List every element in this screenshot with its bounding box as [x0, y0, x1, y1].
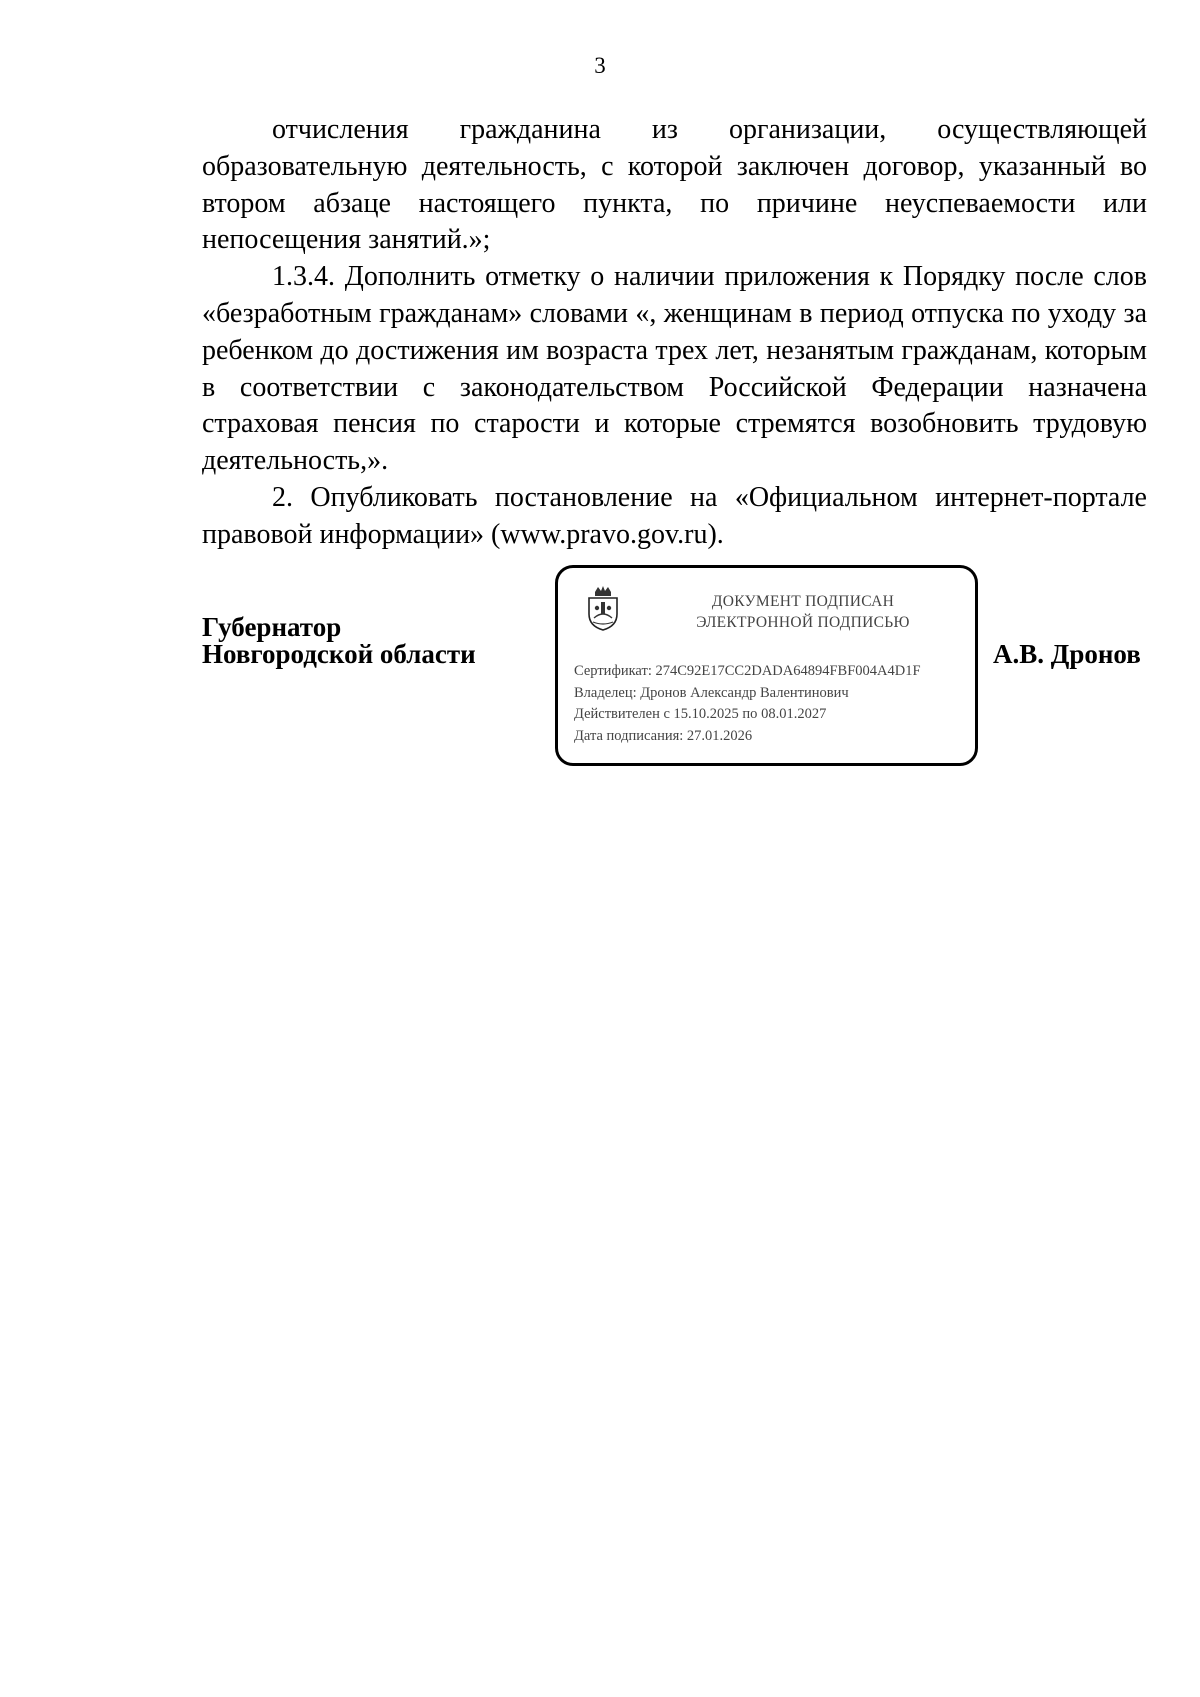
stamp-certificate-line — [574, 661, 921, 683]
electronic-signature-stamp — [555, 565, 978, 766]
signatory-name: А.В. Дронов — [993, 639, 1141, 669]
stamp-signing-date-line — [574, 726, 921, 748]
signatory-title-line2: Новгородской области — [202, 639, 476, 669]
stamp-details — [574, 661, 921, 747]
document-body — [202, 112, 1147, 554]
page-number: 3 — [594, 53, 606, 78]
owner-label: Владелец: — [574, 684, 637, 701]
novgorod-coat-of-arms-icon — [583, 584, 623, 632]
paragraph-continuation: отчисления гражданина из организации, осуществляющей образовательную деятельность, с которой заключен договор, указанный во втором абзаце настоящего пункта, по причине неуспеваемости или непосещения занятий.»; — [202, 114, 1147, 256]
validity-label: Действителен с — [574, 706, 670, 722]
signing-date-label: Дата подписания: — [574, 727, 684, 744]
certificate-label: Сертификат: — [574, 663, 652, 679]
stamp-heading-line2: ЭЛЕКТРОННОЙ ПОДПИСЬЮ — [696, 614, 910, 631]
signing-date: 27.01.2026 — [686, 727, 753, 744]
stamp-owner-line — [574, 683, 921, 705]
paragraph-item-1-3-4: 1.3.4. Дополнить отметку о наличии приложения к Порядку после слов «безработным гражданам» словами «, женщинам в период отпуска по уходу за ребенком до достижения им возраста трех лет, незанятым гражданам, которым в соответствии с законодательством Российской Федерации назначена страховая пенсия по старости и которые стремятся возобновить трудовую деятельность,». — [202, 261, 1147, 477]
stamp-heading-line1: ДОКУМЕНТ ПОДПИСАН — [711, 593, 895, 610]
signatory-title-line1: Губернатор — [202, 612, 342, 642]
paragraph-item-2: 2. Опубликовать постановление на «Официальном интернет-портале правовой информации» (www.pravo.gov.ru). — [202, 481, 1147, 550]
validity-to-label: по — [742, 706, 758, 722]
valid-from: 15.10.2025 — [673, 706, 739, 722]
stamp-validity-line — [574, 704, 921, 726]
signatory-title — [202, 614, 476, 668]
valid-to: 08.01.2027 — [761, 706, 827, 722]
stamp-heading — [678, 591, 928, 633]
certificate-value: 274C92E17CC2DADA64894FBF004A4D1F — [655, 663, 921, 679]
owner-value: Дронов Александр Валентинович — [640, 684, 849, 701]
